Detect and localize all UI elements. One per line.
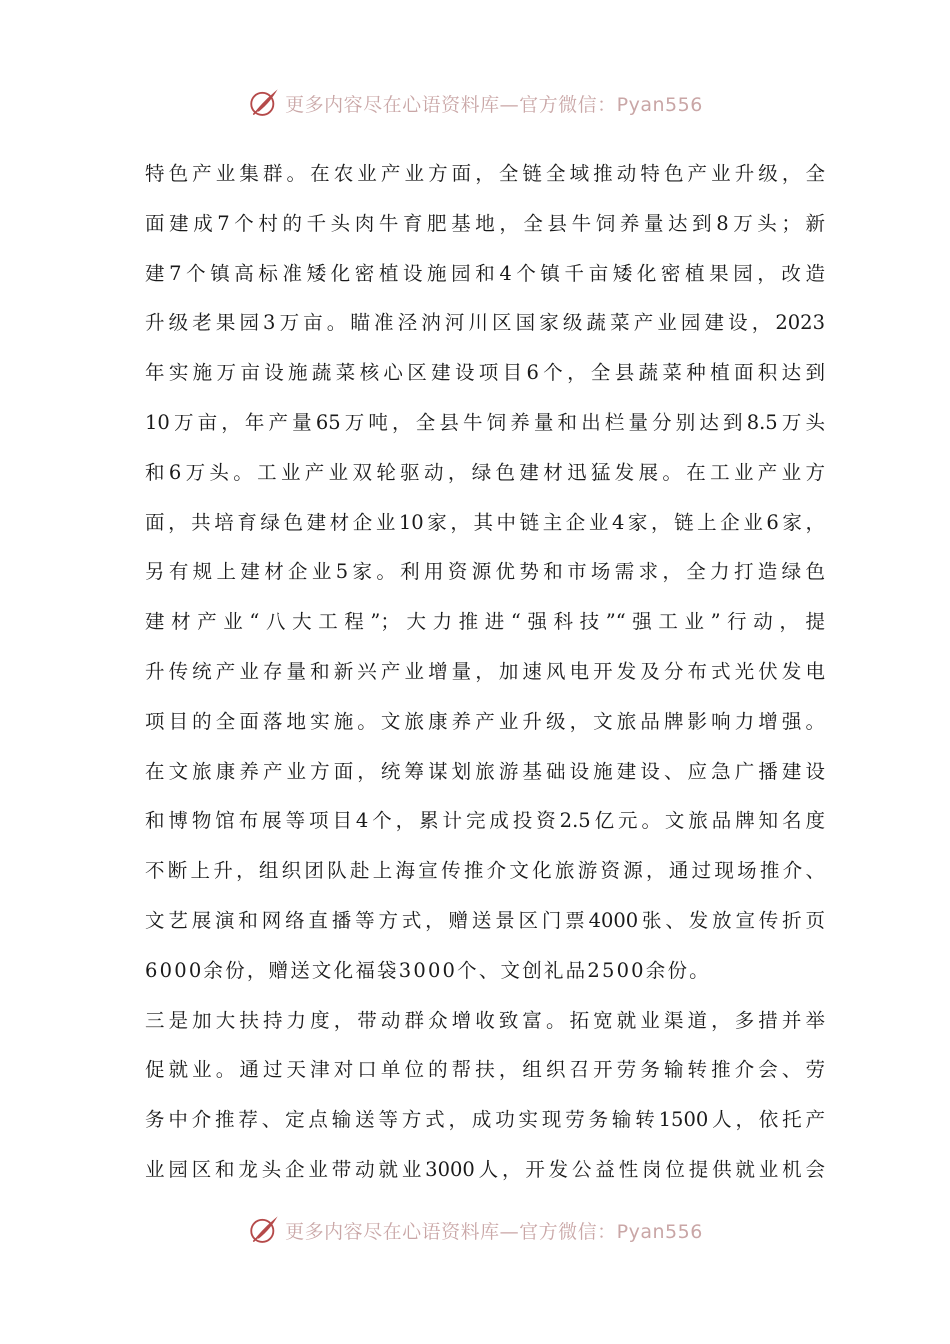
text-line: 6000余份，赠送文化福袋3000个、文创礼品2500余份。 <box>145 958 711 982</box>
text-line: 升级老果园3万亩。瞄准泾汭河川区国家级蔬菜产业园建设，2023 <box>145 311 825 335</box>
text-line: 面建成7个村的千头肉牛育肥基地，全县牛饲养量达到8万头；新 <box>145 211 825 235</box>
document-body <box>145 149 825 1195</box>
text-line: 和博物馆布展等项目4个，累计完成投资2.5亿元。文旅品牌知名度 <box>145 809 825 833</box>
text-line: 促就业。通过天津对口单位的帮扶，组织召开劳务输转推介会、劳 <box>145 1058 825 1082</box>
footer-watermark <box>0 1210 950 1250</box>
text-line: 建材产业“八大工程”；大力推进“强科技”“强工业”行动，提 <box>145 610 825 634</box>
text-line: 10万亩，年产量65万吨，全县牛饲养量和出栏量分别达到8.5万头 <box>145 410 825 434</box>
text-line: 另有规上建材企业5家。利用资源优势和市场需求，全力打造绿色 <box>145 560 825 584</box>
text-line: 面，共培育绿色建材企业10家，其中链主企业4家，链上企业6家， <box>145 510 825 534</box>
quill-pen-logo-icon <box>247 86 281 120</box>
text-line: 在文旅康养产业方面，统筹谋划旅游基础设施建设、应急广播建设 <box>145 759 825 783</box>
text-line: 建7个镇高标准矮化密植设施园和4个镇千亩矮化密植果园，改造 <box>145 261 825 285</box>
text-line: 务中介推荐、定点输送等方式，成功实现劳务输转1500人，依托产 <box>145 1108 825 1132</box>
text-line: 业园区和龙头企业带动就业3000人，开发公益性岗位提供就业机会 <box>145 1157 825 1181</box>
text-line: 三是加大扶持力度，带动群众增收致富。拓宽就业渠道，多措并举 <box>145 1008 825 1032</box>
text-line: 年实施万亩设施蔬菜核心区建设项目6个，全县蔬菜种植面积达到 <box>145 361 825 385</box>
text-line: 项目的全面落地实施。文旅康养产业升级，文旅品牌影响力增强。 <box>145 709 825 733</box>
text-line: 文艺展演和网络直播等方式，赠送景区门票4000张、发放宣传折页 <box>145 908 825 932</box>
watermark-text: 更多内容尽在心语资料库—官方微信：Pyan556 <box>285 1220 703 1243</box>
text-line: 不断上升，组织团队赴上海宣传推介文化旅游资源，通过现场推介、 <box>145 859 825 883</box>
watermark-text: 更多内容尽在心语资料库—官方微信：Pyan556 <box>285 93 703 116</box>
quill-pen-logo-icon <box>247 1213 281 1247</box>
text-line: 和6万头。工业产业双轮驱动，绿色建材迅猛发展。在工业产业方 <box>145 460 825 484</box>
text-line: 升传统产业存量和新兴产业增量，加速风电开发及分布式光伏发电 <box>145 659 825 683</box>
header-watermark <box>0 83 950 123</box>
text-line: 特色产业集群。在农业产业方面，全链全域推动特色产业升级，全 <box>145 162 825 185</box>
